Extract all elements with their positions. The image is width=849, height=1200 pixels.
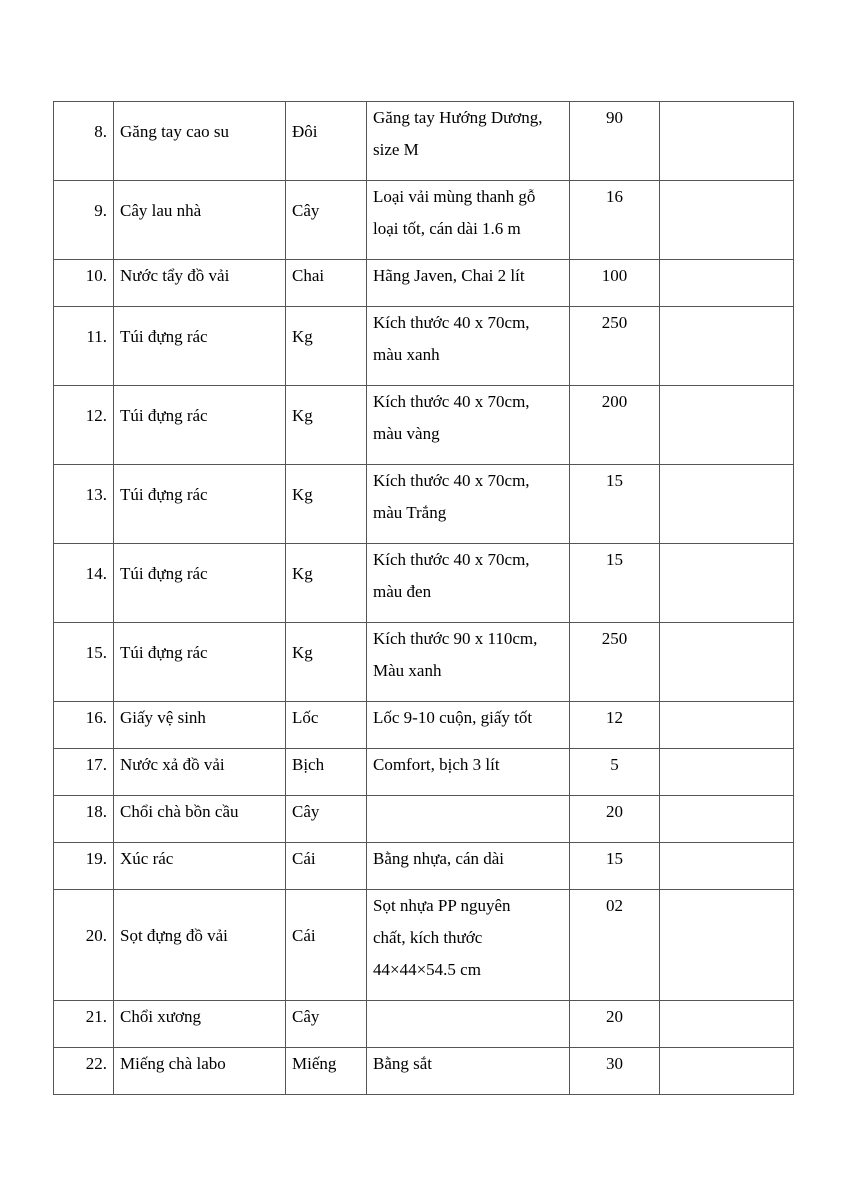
cell-item-name: Túi đựng rác bbox=[114, 623, 286, 702]
cell-description bbox=[367, 796, 570, 843]
cell-note bbox=[660, 307, 794, 386]
cell-note bbox=[660, 749, 794, 796]
cell-number: 20. bbox=[54, 890, 114, 1001]
cell-quantity: 250 bbox=[570, 623, 660, 702]
cell-item-name: Miếng chà labo bbox=[114, 1048, 286, 1095]
cell-quantity: 90 bbox=[570, 102, 660, 181]
cell-unit: Cái bbox=[286, 890, 367, 1001]
cell-quantity: 5 bbox=[570, 749, 660, 796]
cell-unit: Cây bbox=[286, 796, 367, 843]
table-row bbox=[54, 702, 794, 749]
table-row bbox=[54, 181, 794, 260]
cell-quantity: 250 bbox=[570, 307, 660, 386]
cell-quantity: 200 bbox=[570, 386, 660, 465]
cell-item-name: Túi đựng rác bbox=[114, 465, 286, 544]
cell-item-name: Găng tay cao su bbox=[114, 102, 286, 181]
cell-note bbox=[660, 1001, 794, 1048]
table-body bbox=[54, 102, 794, 1095]
cell-number: 22. bbox=[54, 1048, 114, 1095]
cell-description: Loại vải mùng thanh gỗ loại tốt, cán dài 1.6 m bbox=[367, 181, 570, 260]
cell-note bbox=[660, 102, 794, 181]
cell-unit: Cây bbox=[286, 1001, 367, 1048]
table-row bbox=[54, 260, 794, 307]
cell-note bbox=[660, 260, 794, 307]
cell-number: 14. bbox=[54, 544, 114, 623]
table-row bbox=[54, 1001, 794, 1048]
cell-note bbox=[660, 890, 794, 1001]
cell-number: 18. bbox=[54, 796, 114, 843]
cell-unit: Kg bbox=[286, 623, 367, 702]
table-row bbox=[54, 1048, 794, 1095]
cell-description bbox=[367, 1001, 570, 1048]
cell-description: Comfort, bịch 3 lít bbox=[367, 749, 570, 796]
table-row bbox=[54, 749, 794, 796]
cell-item-name: Chổi xương bbox=[114, 1001, 286, 1048]
cell-description: Lốc 9-10 cuộn, giấy tốt bbox=[367, 702, 570, 749]
cell-note bbox=[660, 796, 794, 843]
table-row bbox=[54, 544, 794, 623]
cell-quantity: 16 bbox=[570, 181, 660, 260]
cell-item-name: Giấy vệ sinh bbox=[114, 702, 286, 749]
cell-unit: Cái bbox=[286, 843, 367, 890]
cell-number: 12. bbox=[54, 386, 114, 465]
cell-unit: Kg bbox=[286, 386, 367, 465]
cell-description: Kích thước 40 x 70cm, màu xanh bbox=[367, 307, 570, 386]
cell-note bbox=[660, 544, 794, 623]
cell-item-name: Xúc rác bbox=[114, 843, 286, 890]
table-row bbox=[54, 307, 794, 386]
cell-unit: Đôi bbox=[286, 102, 367, 181]
cell-item-name: Nước xả đồ vải bbox=[114, 749, 286, 796]
cell-number: 11. bbox=[54, 307, 114, 386]
cell-unit: Kg bbox=[286, 544, 367, 623]
cell-item-name: Sọt đựng đồ vải bbox=[114, 890, 286, 1001]
cell-unit: Kg bbox=[286, 307, 367, 386]
cell-number: 15. bbox=[54, 623, 114, 702]
cell-number: 16. bbox=[54, 702, 114, 749]
cell-note bbox=[660, 181, 794, 260]
cell-quantity: 15 bbox=[570, 544, 660, 623]
cell-number: 10. bbox=[54, 260, 114, 307]
cell-quantity: 12 bbox=[570, 702, 660, 749]
cell-note bbox=[660, 386, 794, 465]
cell-quantity: 20 bbox=[570, 796, 660, 843]
cell-quantity: 02 bbox=[570, 890, 660, 1001]
cell-quantity: 100 bbox=[570, 260, 660, 307]
table-row bbox=[54, 465, 794, 544]
cell-item-name: Chổi chà bồn cầu bbox=[114, 796, 286, 843]
cell-note bbox=[660, 702, 794, 749]
supplies-table bbox=[53, 101, 794, 1095]
cell-description: Bằng sắt bbox=[367, 1048, 570, 1095]
cell-item-name: Túi đựng rác bbox=[114, 307, 286, 386]
cell-number: 21. bbox=[54, 1001, 114, 1048]
cell-note bbox=[660, 465, 794, 544]
cell-item-name: Cây lau nhà bbox=[114, 181, 286, 260]
table-row bbox=[54, 386, 794, 465]
cell-description: Kích thước 40 x 70cm, màu đen bbox=[367, 544, 570, 623]
cell-quantity: 30 bbox=[570, 1048, 660, 1095]
cell-description: Sọt nhựa PP nguyên chất, kích thước 44×44×54.5 cm bbox=[367, 890, 570, 1001]
cell-description: Kích thước 40 x 70cm, màu Trắng bbox=[367, 465, 570, 544]
cell-description: Hãng Javen, Chai 2 lít bbox=[367, 260, 570, 307]
table-row bbox=[54, 796, 794, 843]
cell-quantity: 20 bbox=[570, 1001, 660, 1048]
cell-quantity: 15 bbox=[570, 465, 660, 544]
cell-unit: Lốc bbox=[286, 702, 367, 749]
cell-description: Găng tay Hướng Dương, size M bbox=[367, 102, 570, 181]
cell-number: 19. bbox=[54, 843, 114, 890]
cell-number: 13. bbox=[54, 465, 114, 544]
cell-unit: Kg bbox=[286, 465, 367, 544]
table-row bbox=[54, 890, 794, 1001]
cell-description: Kích thước 40 x 70cm, màu vàng bbox=[367, 386, 570, 465]
cell-number: 17. bbox=[54, 749, 114, 796]
cell-note bbox=[660, 623, 794, 702]
cell-unit: Miếng bbox=[286, 1048, 367, 1095]
cell-item-name: Túi đựng rác bbox=[114, 386, 286, 465]
cell-unit: Chai bbox=[286, 260, 367, 307]
cell-number: 9. bbox=[54, 181, 114, 260]
cell-quantity: 15 bbox=[570, 843, 660, 890]
table-row bbox=[54, 623, 794, 702]
table-row bbox=[54, 843, 794, 890]
cell-note bbox=[660, 1048, 794, 1095]
cell-item-name: Nước tẩy đồ vải bbox=[114, 260, 286, 307]
cell-note bbox=[660, 843, 794, 890]
table-row bbox=[54, 102, 794, 181]
cell-item-name: Túi đựng rác bbox=[114, 544, 286, 623]
cell-unit: Cây bbox=[286, 181, 367, 260]
cell-description: Bằng nhựa, cán dài bbox=[367, 843, 570, 890]
cell-unit: Bịch bbox=[286, 749, 367, 796]
cell-number: 8. bbox=[54, 102, 114, 181]
cell-description: Kích thước 90 x 110cm, Màu xanh bbox=[367, 623, 570, 702]
